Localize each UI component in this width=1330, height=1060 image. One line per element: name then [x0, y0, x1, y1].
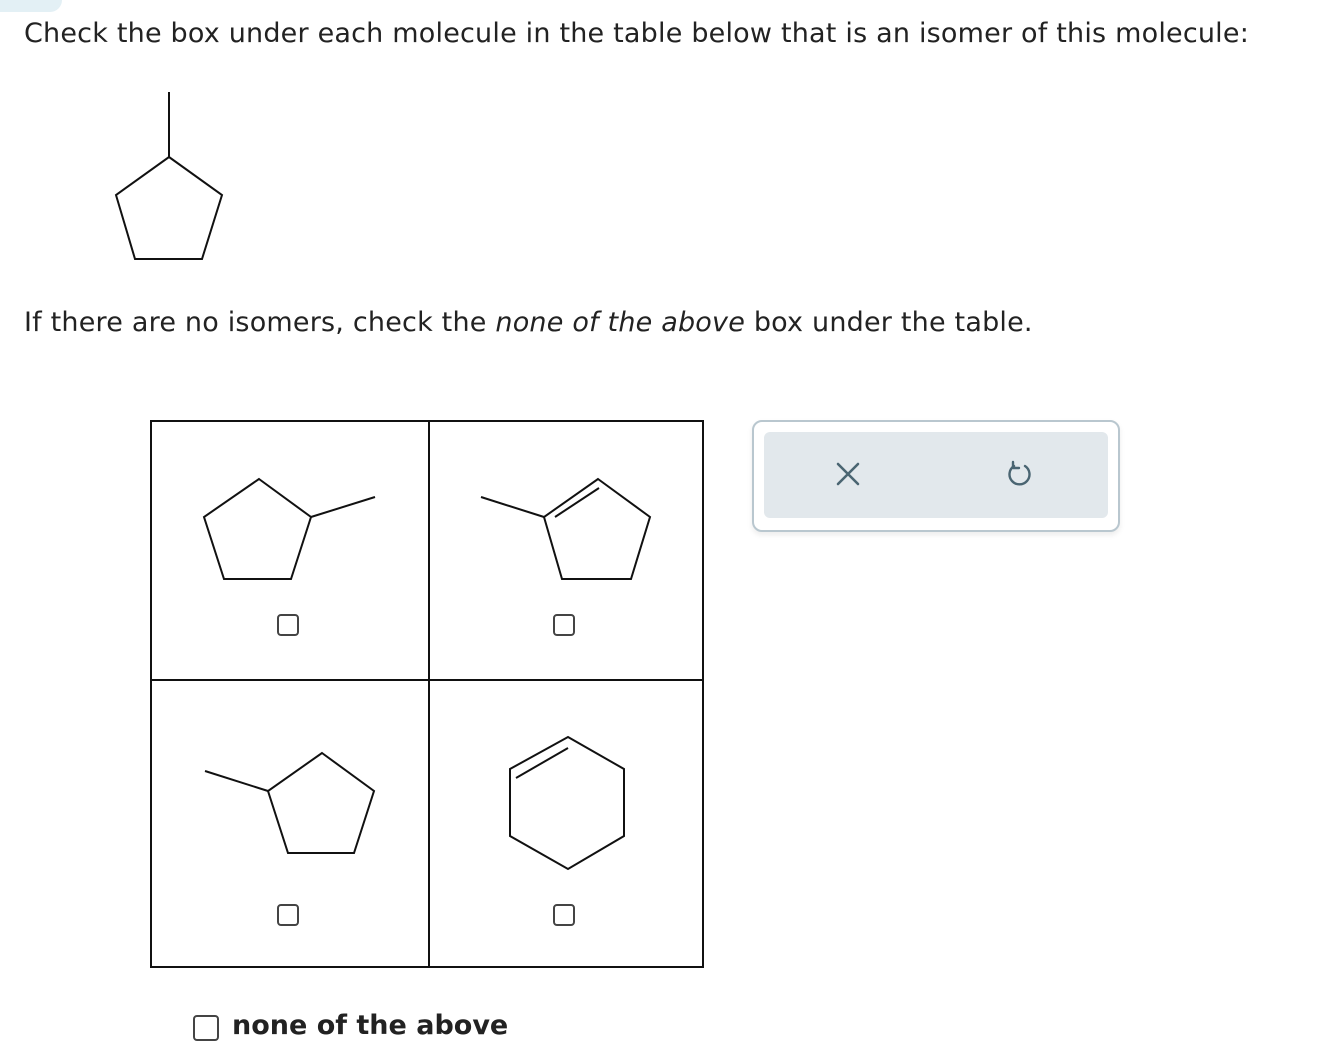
answer-toolbar-inner — [764, 432, 1108, 518]
answer-cell-2 — [428, 422, 702, 679]
clear-button[interactable] — [810, 432, 890, 521]
option-checkbox-3[interactable] — [277, 904, 299, 926]
answer-cell-4 — [428, 679, 702, 966]
undo-icon — [1005, 460, 1035, 490]
option-checkbox-2[interactable] — [553, 614, 575, 636]
none-of-the-above-label: none of the above — [232, 1010, 509, 1041]
answer-toolbar — [752, 420, 1120, 532]
option-molecule-2 — [430, 422, 704, 679]
instruction-text-before: If there are no isomers, check the — [24, 307, 496, 338]
instruction-text-emphasis: none of the above — [495, 307, 746, 338]
none-of-the-above-checkbox[interactable] — [193, 1015, 219, 1041]
given-molecule — [100, 88, 240, 268]
answer-cell-3 — [152, 679, 428, 966]
question-prompt: Check the box under each molecule in the table below that is an isomer of this molecule: — [24, 18, 1249, 49]
answer-cell-1 — [152, 422, 428, 679]
option-checkbox-1[interactable] — [277, 614, 299, 636]
option-checkbox-4[interactable] — [553, 904, 575, 926]
instruction-text — [24, 307, 1033, 338]
instruction-text-after: box under the table. — [745, 307, 1033, 338]
close-x-icon — [834, 460, 864, 490]
option-molecule-1 — [152, 422, 428, 679]
corner-tab — [0, 0, 62, 12]
answer-table — [150, 420, 704, 968]
undo-button[interactable] — [981, 432, 1061, 521]
